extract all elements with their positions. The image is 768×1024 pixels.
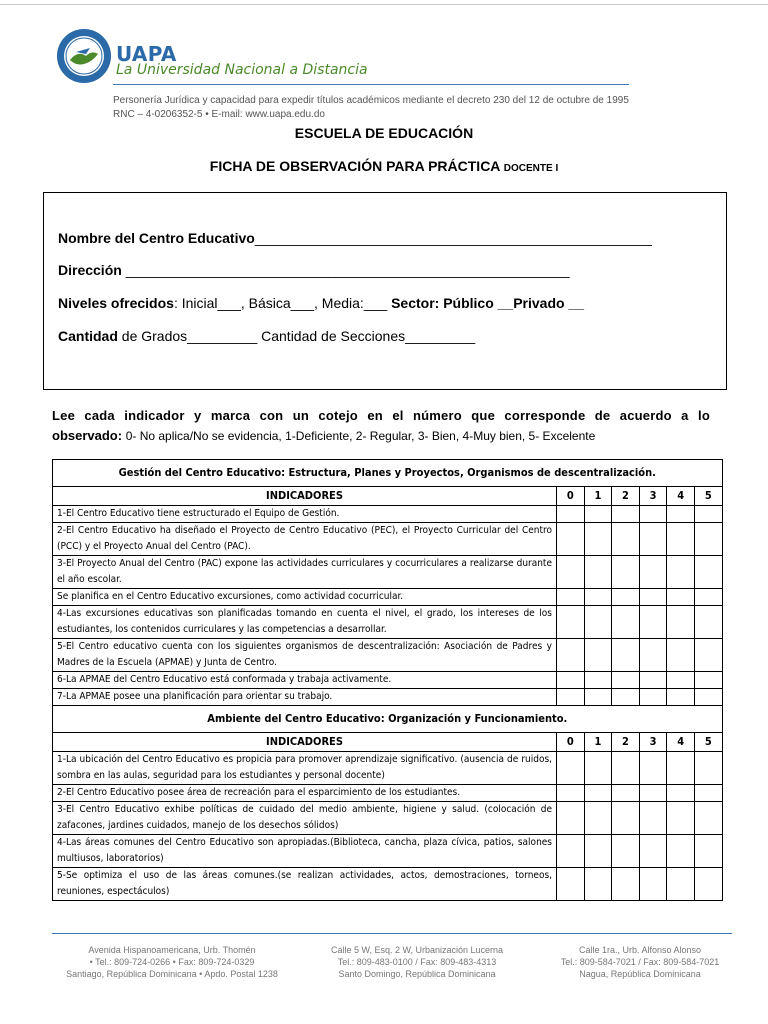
instructions: [52, 406, 710, 446]
rating-cell-2[interactable]: [612, 689, 640, 706]
rating-cell-0[interactable]: [557, 868, 585, 901]
rating-cell-0[interactable]: [557, 523, 585, 556]
rating-cell-5[interactable]: [694, 835, 722, 868]
rating-cell-2[interactable]: [612, 506, 640, 523]
rating-cell-5[interactable]: [694, 506, 722, 523]
rating-cell-5[interactable]: [694, 689, 722, 706]
rating-cell-2[interactable]: [612, 802, 640, 835]
indicator-text: 7-La APMAE posee una planificación para orientar su trabajo.: [53, 689, 557, 706]
rating-cell-1[interactable]: [584, 672, 612, 689]
scale-header-0: 0: [557, 733, 585, 752]
rating-cell-3[interactable]: [639, 802, 667, 835]
rating-cell-4[interactable]: [667, 802, 695, 835]
instructions-observed: observado:: [52, 428, 126, 443]
footer-line: Calle 5 W, Esq. 2 W, Urbanización Lucerna: [330, 945, 504, 955]
scale-header-3: 3: [639, 487, 667, 506]
header-row: [53, 733, 723, 752]
indicator-text: 2-El Centro Educativo posee área de recreación para el esparcimiento de los estudiantes.: [53, 785, 557, 802]
school-title: ESCUELA DE EDUCACIÓN: [294, 125, 474, 141]
rating-cell-2[interactable]: [612, 752, 640, 785]
table-row: [53, 689, 723, 706]
table-row: [53, 835, 723, 868]
form-title-level: DOCENTE I: [503, 163, 559, 174]
rating-cell-5[interactable]: [694, 868, 722, 901]
table-row: [53, 506, 723, 523]
scale-header-3: 3: [639, 733, 667, 752]
section-title: Gestión del Centro Educativo: Estructura, Planes y Proyectos, Organismos de descentralización.: [53, 460, 723, 487]
rating-cell-5[interactable]: [694, 752, 722, 785]
rating-cell-2[interactable]: [612, 785, 640, 802]
table-row: [53, 802, 723, 835]
rating-cell-5[interactable]: [694, 556, 722, 589]
section-title-row: [53, 706, 723, 733]
instructions-line-1: Lee cada indicador y marca con un cotejo en el número que corresponde de acuerdo a lo: [52, 408, 710, 423]
footer-line: Tel.: 809-483-0100 / Fax: 809-483-4313: [337, 957, 497, 967]
scale-header-1: 1: [584, 487, 612, 506]
table-row: [53, 556, 723, 589]
rating-cell-3[interactable]: [639, 523, 667, 556]
rating-cell-4[interactable]: [667, 523, 695, 556]
footer-line: Tel.: 809-584-7021 / Fax: 809-584-7021: [560, 957, 720, 967]
rating-cell-3[interactable]: [639, 556, 667, 589]
rating-cell-1[interactable]: [584, 868, 612, 901]
scale-header-0: 0: [557, 487, 585, 506]
rating-cell-3[interactable]: [639, 589, 667, 606]
table-row: [53, 868, 723, 901]
footer-santo-domingo: [302, 944, 532, 980]
footer-line: Calle 1ra., Urb. Alfonso Alonso: [578, 945, 702, 955]
form-title-main: FICHA DE OBSERVACIÓN PARA PRÁCTICA: [209, 158, 500, 174]
levels-field[interactable]: : Inicial___, Básica___, Media:___: [173, 295, 392, 311]
rating-cell-1[interactable]: [584, 689, 612, 706]
rating-cell-0[interactable]: [557, 606, 585, 639]
rating-cell-1[interactable]: [584, 752, 612, 785]
rating-cell-0[interactable]: [557, 556, 585, 589]
rating-cell-5[interactable]: [694, 639, 722, 672]
indicators-header: INDICADORES: [53, 487, 557, 506]
indicator-text: 5-Se optimiza el uso de las áreas comunes.(se realizan actividades, actos, demostraciones, torneos, reuniones, espectáculos): [53, 868, 557, 901]
indicator-text: 3-El Centro Educativo exhibe políticas de cuidado del medio ambiente, higiene y salud. (colocación de zafacones, jardines cuidados, manejo de los desechos sólidos): [53, 802, 557, 835]
legal-line-2: RNC – 4-0206352-5 • E-mail: www.uapa.edu.do: [113, 109, 325, 120]
uapa-seal-logo: [56, 28, 112, 84]
rating-cell-3[interactable]: [639, 672, 667, 689]
section-title-row: [53, 460, 723, 487]
rating-cell-1[interactable]: [584, 506, 612, 523]
indicator-text: 1-La ubicación del Centro Educativo es propicia para promover aprendizaje significativo. (ausencia de ruidos, sombra en las aulas, seguridad para los estudiantes y personal docente): [53, 752, 557, 785]
rating-cell-1[interactable]: [584, 589, 612, 606]
quantity-field[interactable]: de Grados_________ Cantidad de Secciones_________: [117, 328, 476, 344]
rating-cell-4[interactable]: [667, 835, 695, 868]
rating-cell-0[interactable]: [557, 689, 585, 706]
sector-field[interactable]: Sector: Público __Privado __: [391, 295, 585, 311]
indicator-text: 2-El Centro Educativo ha diseñado el Proyecto de Centro Educativo (PEC), el Proyecto Curricular del Centro (PCC) y el Proyecto Anual del Centro (PAC).: [53, 523, 557, 556]
table-row: [53, 639, 723, 672]
table-row: [53, 589, 723, 606]
scale-header-4: 4: [667, 487, 695, 506]
scale-header-1: 1: [584, 733, 612, 752]
levels-line: [58, 295, 584, 311]
quantity-label: Cantidad: [58, 328, 118, 344]
scale-header-5: 5: [694, 487, 722, 506]
observation-table-body: [53, 460, 723, 901]
center-name-label: Nombre del Centro Educativo: [58, 230, 255, 246]
rating-cell-4[interactable]: [667, 639, 695, 672]
address-line: [58, 262, 570, 278]
indicators-header: INDICADORES: [53, 733, 557, 752]
rating-cell-4[interactable]: [667, 556, 695, 589]
footer-line: • Tel.: 809-724-0266 • Fax: 809-724-0329: [89, 957, 255, 967]
rating-cell-3[interactable]: [639, 868, 667, 901]
instructions-scale: 0- No aplica/No se evidencia, 1-Deficiente, 2- Regular, 3- Bien, 4-Muy bien, 5- Excelente: [125, 429, 596, 443]
rating-cell-2[interactable]: [612, 868, 640, 901]
rating-cell-0[interactable]: [557, 752, 585, 785]
rating-cell-1[interactable]: [584, 835, 612, 868]
center-name-field[interactable]: ___________________________________________________: [254, 230, 652, 246]
rating-cell-0[interactable]: [557, 672, 585, 689]
rating-cell-2[interactable]: [612, 639, 640, 672]
center-info-box: [43, 192, 727, 390]
rating-cell-2[interactable]: [612, 556, 640, 589]
top-divider: [0, 4, 768, 5]
observation-table-wrap: [52, 459, 722, 901]
rating-cell-2[interactable]: [612, 835, 640, 868]
rating-cell-5[interactable]: [694, 785, 722, 802]
rating-cell-0[interactable]: [557, 785, 585, 802]
brand-subtitle: La Universidad Nacional a Distancia: [116, 62, 368, 78]
indicator-text: 4-Las excursiones educativas son planificadas tomando en cuenta el nivel, el grado, los intereses de los estudiantes, los contenidos curriculares y las competencias a desarrollar.: [53, 606, 557, 639]
brand-name: UAPA: [116, 42, 177, 66]
rating-cell-0[interactable]: [557, 802, 585, 835]
footer-santiago: [52, 944, 292, 980]
rating-cell-4[interactable]: [667, 506, 695, 523]
footer-nagua: [540, 944, 740, 980]
footer-line: Santiago, República Dominicana • Apdo. Postal 1238: [66, 969, 278, 979]
rating-cell-5[interactable]: [694, 523, 722, 556]
table-row: [53, 752, 723, 785]
address-field[interactable]: _________________________________________________________: [121, 262, 570, 278]
rating-cell-4[interactable]: [667, 589, 695, 606]
rating-cell-3[interactable]: [639, 785, 667, 802]
indicator-text: Se planifica en el Centro Educativo excursiones, como actividad cocurricular.: [53, 589, 557, 606]
observation-table: [52, 459, 723, 901]
rating-cell-1[interactable]: [584, 785, 612, 802]
footer-line: Nagua, República Dominicana: [579, 969, 701, 979]
rating-cell-2[interactable]: [612, 606, 640, 639]
indicator-text: 3-El Proyecto Anual del Centro (PAC) expone las actividades curriculares y cocurriculares a realizarse durante el año escolar.: [53, 556, 557, 589]
scale-header-2: 2: [612, 487, 640, 506]
rating-cell-1[interactable]: [584, 523, 612, 556]
rating-cell-3[interactable]: [639, 506, 667, 523]
footer-line: Santo Domingo, República Dominicana: [338, 969, 496, 979]
rating-cell-0[interactable]: [557, 639, 585, 672]
address-label: Dirección: [58, 262, 122, 278]
rating-cell-0[interactable]: [557, 506, 585, 523]
indicator-text: 4-Las áreas comunes del Centro Educativo son apropiadas.(Biblioteca, cancha, plaza cívica, patios, salones multiusos, laboratorios): [53, 835, 557, 868]
rating-cell-0[interactable]: [557, 835, 585, 868]
table-row: [53, 523, 723, 556]
table-row: [53, 672, 723, 689]
footer-rule: [52, 933, 732, 934]
rating-cell-3[interactable]: [639, 752, 667, 785]
indicator-text: 5-El Centro educativo cuenta con los siguientes organismos de descentralización: Asociación de Padres y Madres de la Escuela (APMAE) y Junta de Centro.: [53, 639, 557, 672]
header-row: [53, 487, 723, 506]
levels-label: Niveles ofrecidos: [58, 295, 174, 311]
indicator-text: 1-El Centro Educativo tiene estructurado el Equipo de Gestión.: [53, 506, 557, 523]
center-name-line: [58, 230, 652, 246]
rating-cell-0[interactable]: [557, 589, 585, 606]
rating-cell-5[interactable]: [694, 802, 722, 835]
rating-cell-4[interactable]: [667, 672, 695, 689]
scale-header-5: 5: [694, 733, 722, 752]
scale-header-4: 4: [667, 733, 695, 752]
legal-line-1: Personería Jurídica y capacidad para expedir títulos académicos mediante el decreto 230 del 12 de octubre de 1995: [113, 95, 629, 106]
rating-cell-4[interactable]: [667, 606, 695, 639]
indicator-text: 6-La APMAE del Centro Educativo está conformada y trabaja activamente.: [53, 672, 557, 689]
rating-cell-5[interactable]: [694, 606, 722, 639]
rating-cell-3[interactable]: [639, 606, 667, 639]
rating-cell-1[interactable]: [584, 606, 612, 639]
rating-cell-5[interactable]: [694, 589, 722, 606]
rating-cell-3[interactable]: [639, 689, 667, 706]
section-title: Ambiente del Centro Educativo: Organización y Funcionamiento.: [53, 706, 723, 733]
rating-cell-3[interactable]: [639, 835, 667, 868]
rating-cell-2[interactable]: [612, 589, 640, 606]
rating-cell-4[interactable]: [667, 689, 695, 706]
rating-cell-5[interactable]: [694, 672, 722, 689]
rating-cell-2[interactable]: [612, 523, 640, 556]
rating-cell-4[interactable]: [667, 752, 695, 785]
rating-cell-1[interactable]: [584, 639, 612, 672]
rating-cell-3[interactable]: [639, 639, 667, 672]
rating-cell-4[interactable]: [667, 868, 695, 901]
rating-cell-1[interactable]: [584, 802, 612, 835]
footer-line: Avenida Hispanoamericana, Urb. Thomén: [88, 945, 256, 955]
rating-cell-4[interactable]: [667, 785, 695, 802]
quantity-line: [58, 328, 475, 344]
header-rule: [113, 84, 629, 85]
table-row: [53, 785, 723, 802]
table-row: [53, 606, 723, 639]
form-title: [0, 158, 768, 174]
rating-cell-1[interactable]: [584, 556, 612, 589]
scale-header-2: 2: [612, 733, 640, 752]
rating-cell-2[interactable]: [612, 672, 640, 689]
